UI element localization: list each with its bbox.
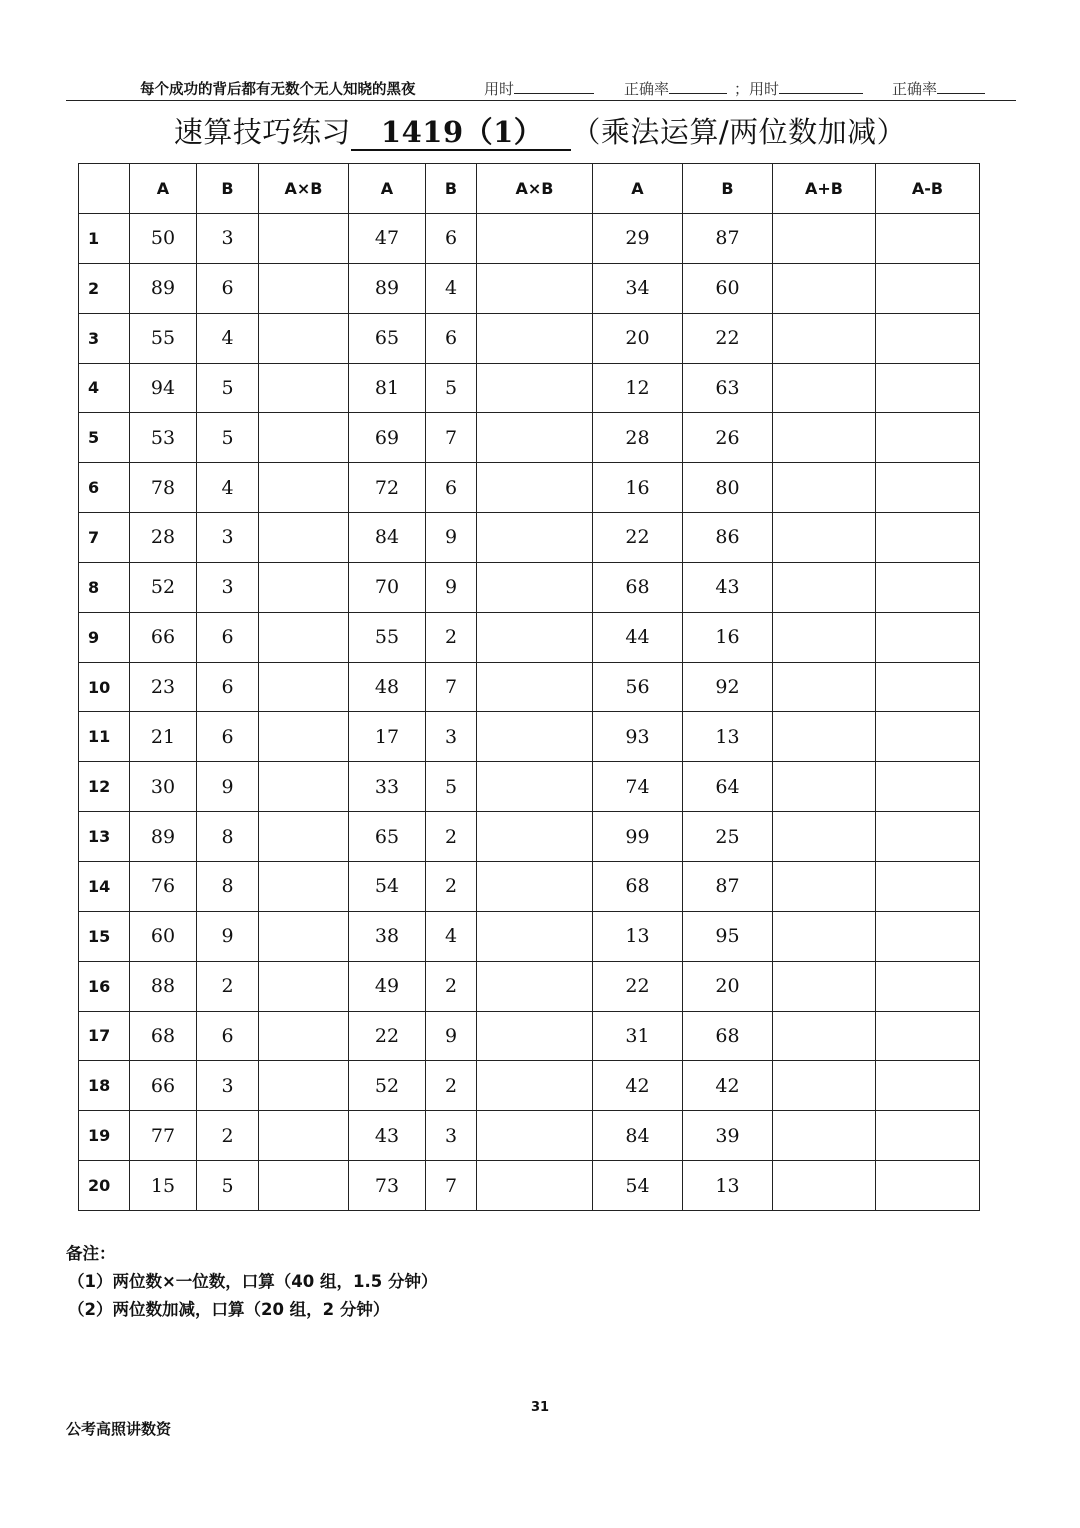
answer-sum[interactable] — [773, 1061, 876, 1111]
row-index: 10 — [79, 662, 130, 712]
row-index: 14 — [79, 861, 130, 911]
cell-b1: 3 — [197, 214, 259, 264]
answer-product1[interactable] — [259, 463, 349, 513]
footer-text: 公考高照讲数资 — [66, 1420, 172, 1438]
cell-b2: 6 — [426, 214, 477, 264]
cell-b1: 6 — [197, 263, 259, 313]
cell-b1: 8 — [197, 812, 259, 862]
answer-product2[interactable] — [477, 463, 593, 513]
answer-product2[interactable] — [477, 263, 593, 313]
answer-sum[interactable] — [773, 812, 876, 862]
header-cell-a1: A — [130, 164, 197, 214]
cell-b1: 3 — [197, 513, 259, 563]
table-row — [79, 313, 980, 363]
answer-product2[interactable] — [477, 1011, 593, 1061]
cell-b2: 5 — [426, 363, 477, 413]
table-row — [79, 861, 980, 911]
answer-product1[interactable] — [259, 1111, 349, 1161]
answer-product2[interactable] — [477, 612, 593, 662]
row-index: 1 — [79, 214, 130, 264]
table-row — [79, 363, 980, 413]
cell-a3: 56 — [593, 662, 683, 712]
cell-a1: 52 — [130, 562, 197, 612]
answer-difference[interactable] — [876, 214, 980, 264]
cell-a1: 60 — [130, 911, 197, 961]
answer-product1[interactable] — [259, 911, 349, 961]
title-prefix: 速算技巧练习 — [173, 115, 351, 149]
cell-b3: 64 — [683, 762, 773, 812]
cell-a3: 31 — [593, 1011, 683, 1061]
cell-a3: 54 — [593, 1161, 683, 1211]
cell-a1: 50 — [130, 214, 197, 264]
cell-a1: 66 — [130, 612, 197, 662]
table-row — [79, 562, 980, 612]
answer-sum[interactable] — [773, 313, 876, 363]
cell-b1: 4 — [197, 313, 259, 363]
cell-b3: 16 — [683, 612, 773, 662]
row-index: 20 — [79, 1161, 130, 1211]
row-index: 5 — [79, 413, 130, 463]
answer-sum[interactable] — [773, 762, 876, 812]
time-label-2: 用时 — [749, 80, 780, 98]
cell-a1: 68 — [130, 1011, 197, 1061]
answer-product2[interactable] — [477, 1061, 593, 1111]
answer-product2[interactable] — [477, 662, 593, 712]
row-index: 9 — [79, 612, 130, 662]
time-label-1: 用时 — [484, 80, 515, 98]
cell-b2: 7 — [426, 662, 477, 712]
answer-sum[interactable] — [773, 861, 876, 911]
cell-a2: 49 — [349, 961, 426, 1011]
answer-product1[interactable] — [259, 513, 349, 563]
cell-a3: 12 — [593, 363, 683, 413]
header-cell-difference: A-B — [876, 164, 980, 214]
row-index: 8 — [79, 562, 130, 612]
answer-difference[interactable] — [876, 562, 980, 612]
answer-difference[interactable] — [876, 812, 980, 862]
cell-a1: 55 — [130, 313, 197, 363]
cell-a1: 88 — [130, 961, 197, 1011]
answer-product1[interactable] — [259, 562, 349, 612]
answer-difference[interactable] — [876, 911, 980, 961]
cell-b1: 4 — [197, 463, 259, 513]
cell-a3: 13 — [593, 911, 683, 961]
table-row — [79, 263, 980, 313]
answer-difference[interactable] — [876, 313, 980, 363]
answer-product2[interactable] — [477, 812, 593, 862]
cell-b2: 9 — [426, 562, 477, 612]
cell-a1: 76 — [130, 861, 197, 911]
cell-a2: 65 — [349, 313, 426, 363]
cell-a1: 23 — [130, 662, 197, 712]
cell-a1: 89 — [130, 263, 197, 313]
answer-product1[interactable] — [259, 762, 349, 812]
cell-a3: 20 — [593, 313, 683, 363]
table-row — [79, 662, 980, 712]
answer-difference[interactable] — [876, 861, 980, 911]
cell-b1: 2 — [197, 961, 259, 1011]
cell-a2: 48 — [349, 662, 426, 712]
cell-a2: 17 — [349, 712, 426, 762]
header-cell-b3: B — [683, 164, 773, 214]
page-header — [66, 76, 1016, 101]
row-index: 3 — [79, 313, 130, 363]
table-row — [79, 214, 980, 264]
title-code: 1419（1） — [351, 115, 571, 151]
title-suffix: （乘法运算/两位数加减） — [571, 115, 907, 149]
cell-b2: 7 — [426, 413, 477, 463]
answer-sum[interactable] — [773, 1111, 876, 1161]
accuracy-label-2: 正确率 — [892, 80, 938, 98]
cell-a2: 72 — [349, 463, 426, 513]
cell-b3: 86 — [683, 513, 773, 563]
answer-difference[interactable] — [876, 1011, 980, 1061]
cell-a1: 94 — [130, 363, 197, 413]
answer-product1[interactable] — [259, 961, 349, 1011]
cell-a1: 30 — [130, 762, 197, 812]
answer-difference[interactable] — [876, 961, 980, 1011]
cell-b3: 22 — [683, 313, 773, 363]
cell-b1: 3 — [197, 562, 259, 612]
answer-product2[interactable] — [477, 1111, 593, 1161]
answer-product1[interactable] — [259, 313, 349, 363]
cell-a2: 33 — [349, 762, 426, 812]
answer-product1[interactable] — [259, 812, 349, 862]
answer-product1[interactable] — [259, 861, 349, 911]
table-row — [79, 463, 980, 513]
cell-a1: 66 — [130, 1061, 197, 1111]
separator: ； — [734, 80, 750, 98]
time-field-1 — [484, 78, 594, 99]
cell-b2: 3 — [426, 1111, 477, 1161]
cell-a3: 22 — [593, 961, 683, 1011]
table-row — [79, 1111, 980, 1161]
answer-product1[interactable] — [259, 1161, 349, 1211]
time-blank-1[interactable] — [514, 79, 594, 94]
cell-b1: 8 — [197, 861, 259, 911]
answer-difference[interactable] — [876, 263, 980, 313]
answer-product2[interactable] — [477, 911, 593, 961]
cell-a3: 44 — [593, 612, 683, 662]
answer-product1[interactable] — [259, 214, 349, 264]
cell-b2: 2 — [426, 1061, 477, 1111]
cell-a3: 99 — [593, 812, 683, 862]
cell-b3: 95 — [683, 911, 773, 961]
cell-a1: 15 — [130, 1161, 197, 1211]
row-index: 13 — [79, 812, 130, 862]
cell-b2: 2 — [426, 812, 477, 862]
answer-sum[interactable] — [773, 1161, 876, 1211]
table-row — [79, 911, 980, 961]
answer-sum[interactable] — [773, 712, 876, 762]
header-cell-product2: A×B — [477, 164, 593, 214]
table-row — [79, 961, 980, 1011]
header-cell-b1: B — [197, 164, 259, 214]
note-line-1: （1）两位数×一位数，口算（40 组，1.5 分钟） — [68, 1272, 438, 1291]
answer-difference[interactable] — [876, 612, 980, 662]
header-row — [79, 164, 980, 214]
cell-b1: 6 — [197, 712, 259, 762]
row-index: 18 — [79, 1061, 130, 1111]
cell-a3: 68 — [593, 861, 683, 911]
answer-sum[interactable] — [773, 612, 876, 662]
answer-sum[interactable] — [773, 911, 876, 961]
cell-b2: 4 — [426, 911, 477, 961]
answer-product2[interactable] — [477, 513, 593, 563]
answer-product1[interactable] — [259, 363, 349, 413]
answer-sum[interactable] — [773, 214, 876, 264]
cell-b2: 3 — [426, 712, 477, 762]
cell-a3: 84 — [593, 1111, 683, 1161]
cell-b3: 80 — [683, 463, 773, 513]
table-row — [79, 612, 980, 662]
cell-b1: 9 — [197, 911, 259, 961]
answer-sum[interactable] — [773, 463, 876, 513]
cell-a3: 28 — [593, 413, 683, 463]
answer-product1[interactable] — [259, 662, 349, 712]
answer-product2[interactable] — [477, 313, 593, 363]
cell-b3: 25 — [683, 812, 773, 862]
cell-b3: 42 — [683, 1061, 773, 1111]
header-cell-product1: A×B — [259, 164, 349, 214]
cell-a2: 70 — [349, 562, 426, 612]
answer-sum[interactable] — [773, 662, 876, 712]
answer-difference[interactable] — [876, 1111, 980, 1161]
answer-product2[interactable] — [477, 562, 593, 612]
cell-a2: 69 — [349, 413, 426, 463]
cell-b3: 68 — [683, 1011, 773, 1061]
answer-difference[interactable] — [876, 1061, 980, 1111]
time-blank-2[interactable] — [779, 79, 863, 94]
header-cell-a3: A — [593, 164, 683, 214]
cell-b2: 9 — [426, 1011, 477, 1061]
answer-product2[interactable] — [477, 762, 593, 812]
row-index: 19 — [79, 1111, 130, 1161]
notes-heading: 备注： — [66, 1244, 116, 1263]
cell-b1: 2 — [197, 1111, 259, 1161]
table-row — [79, 712, 980, 762]
answer-sum[interactable] — [773, 562, 876, 612]
cell-b2: 6 — [426, 463, 477, 513]
cell-a2: 89 — [349, 263, 426, 313]
cell-b3: 26 — [683, 413, 773, 463]
cell-b3: 39 — [683, 1111, 773, 1161]
cell-b3: 13 — [683, 1161, 773, 1211]
cell-b3: 13 — [683, 712, 773, 762]
header-motto: 每个成功的背后都有无数个无人知晓的黑夜 — [140, 82, 416, 98]
cell-b1: 5 — [197, 363, 259, 413]
accuracy-field-2 — [892, 78, 985, 99]
accuracy-field-1 — [624, 78, 727, 99]
answer-product2[interactable] — [477, 1161, 593, 1211]
cell-a3: 16 — [593, 463, 683, 513]
header-cell-index — [79, 164, 130, 214]
note-line-2: （2）两位数加减，口算（20 组，2 分钟） — [68, 1300, 390, 1319]
cell-b3: 43 — [683, 562, 773, 612]
table-row — [79, 413, 980, 463]
cell-b1: 6 — [197, 662, 259, 712]
cell-a2: 55 — [349, 612, 426, 662]
answer-sum[interactable] — [773, 363, 876, 413]
cell-b2: 2 — [426, 612, 477, 662]
notes — [66, 1240, 438, 1324]
answer-product2[interactable] — [477, 363, 593, 413]
answer-sum[interactable] — [773, 1011, 876, 1061]
answer-product1[interactable] — [259, 413, 349, 463]
cell-b3: 20 — [683, 961, 773, 1011]
row-index: 12 — [79, 762, 130, 812]
answer-product2[interactable] — [477, 413, 593, 463]
cell-a1: 78 — [130, 463, 197, 513]
row-index: 16 — [79, 961, 130, 1011]
cell-b3: 60 — [683, 263, 773, 313]
cell-a2: 73 — [349, 1161, 426, 1211]
row-index: 2 — [79, 263, 130, 313]
cell-b3: 87 — [683, 861, 773, 911]
cell-a2: 84 — [349, 513, 426, 563]
answer-sum[interactable] — [773, 263, 876, 313]
cell-b2: 2 — [426, 961, 477, 1011]
table-row — [79, 513, 980, 563]
accuracy-label-1: 正确率 — [624, 80, 670, 98]
table-row — [79, 1161, 980, 1211]
cell-a2: 65 — [349, 812, 426, 862]
cell-a3: 68 — [593, 562, 683, 612]
cell-a3: 74 — [593, 762, 683, 812]
table-row — [79, 1011, 980, 1061]
cell-b1: 5 — [197, 1161, 259, 1211]
answer-product2[interactable] — [477, 961, 593, 1011]
cell-a3: 93 — [593, 712, 683, 762]
answer-difference[interactable] — [876, 513, 980, 563]
answer-product1[interactable] — [259, 1061, 349, 1111]
cell-a2: 81 — [349, 363, 426, 413]
cell-b2: 6 — [426, 313, 477, 363]
answer-sum[interactable] — [773, 413, 876, 463]
answer-difference[interactable] — [876, 463, 980, 513]
accuracy-blank-2[interactable] — [937, 79, 985, 94]
cell-a1: 77 — [130, 1111, 197, 1161]
answer-difference[interactable] — [876, 1161, 980, 1211]
accuracy-blank-1[interactable] — [669, 79, 727, 94]
row-index: 15 — [79, 911, 130, 961]
cell-a3: 42 — [593, 1061, 683, 1111]
row-index: 7 — [79, 513, 130, 563]
cell-b3: 63 — [683, 363, 773, 413]
page-title — [0, 110, 1080, 151]
cell-a1: 28 — [130, 513, 197, 563]
answer-product2[interactable] — [477, 712, 593, 762]
row-index: 4 — [79, 363, 130, 413]
cell-b3: 87 — [683, 214, 773, 264]
page-number: 31 — [530, 1400, 550, 1415]
cell-b2: 5 — [426, 762, 477, 812]
table-row — [79, 762, 980, 812]
cell-b2: 2 — [426, 861, 477, 911]
answer-difference[interactable] — [876, 363, 980, 413]
answer-product1[interactable] — [259, 263, 349, 313]
cell-a3: 34 — [593, 263, 683, 313]
table-row — [79, 812, 980, 862]
cell-a3: 29 — [593, 214, 683, 264]
answer-product1[interactable] — [259, 612, 349, 662]
cell-a1: 21 — [130, 712, 197, 762]
cell-b1: 9 — [197, 762, 259, 812]
cell-a2: 38 — [349, 911, 426, 961]
answer-sum[interactable] — [773, 513, 876, 563]
table-row — [79, 1061, 980, 1111]
answer-difference[interactable] — [876, 413, 980, 463]
cell-b2: 4 — [426, 263, 477, 313]
cell-a1: 53 — [130, 413, 197, 463]
header-cell-b2: B — [426, 164, 477, 214]
row-index: 6 — [79, 463, 130, 513]
answer-product2[interactable] — [477, 214, 593, 264]
practice-table — [78, 163, 980, 1211]
answer-difference[interactable] — [876, 662, 980, 712]
cell-b2: 9 — [426, 513, 477, 563]
header-cell-sum: A+B — [773, 164, 876, 214]
cell-a2: 52 — [349, 1061, 426, 1111]
cell-b1: 6 — [197, 1011, 259, 1061]
cell-a2: 47 — [349, 214, 426, 264]
time-field-2 — [734, 78, 863, 99]
cell-a3: 22 — [593, 513, 683, 563]
cell-b1: 6 — [197, 612, 259, 662]
header-cell-a2: A — [349, 164, 426, 214]
answer-difference[interactable] — [876, 712, 980, 762]
cell-a2: 54 — [349, 861, 426, 911]
cell-a1: 89 — [130, 812, 197, 862]
row-index: 11 — [79, 712, 130, 762]
answer-product1[interactable] — [259, 712, 349, 762]
cell-b1: 5 — [197, 413, 259, 463]
answer-product1[interactable] — [259, 1011, 349, 1061]
answer-product2[interactable] — [477, 861, 593, 911]
cell-a2: 43 — [349, 1111, 426, 1161]
cell-b3: 92 — [683, 662, 773, 712]
cell-a2: 22 — [349, 1011, 426, 1061]
cell-b2: 7 — [426, 1161, 477, 1211]
row-index: 17 — [79, 1011, 130, 1061]
answer-sum[interactable] — [773, 961, 876, 1011]
answer-difference[interactable] — [876, 762, 980, 812]
cell-b1: 3 — [197, 1061, 259, 1111]
